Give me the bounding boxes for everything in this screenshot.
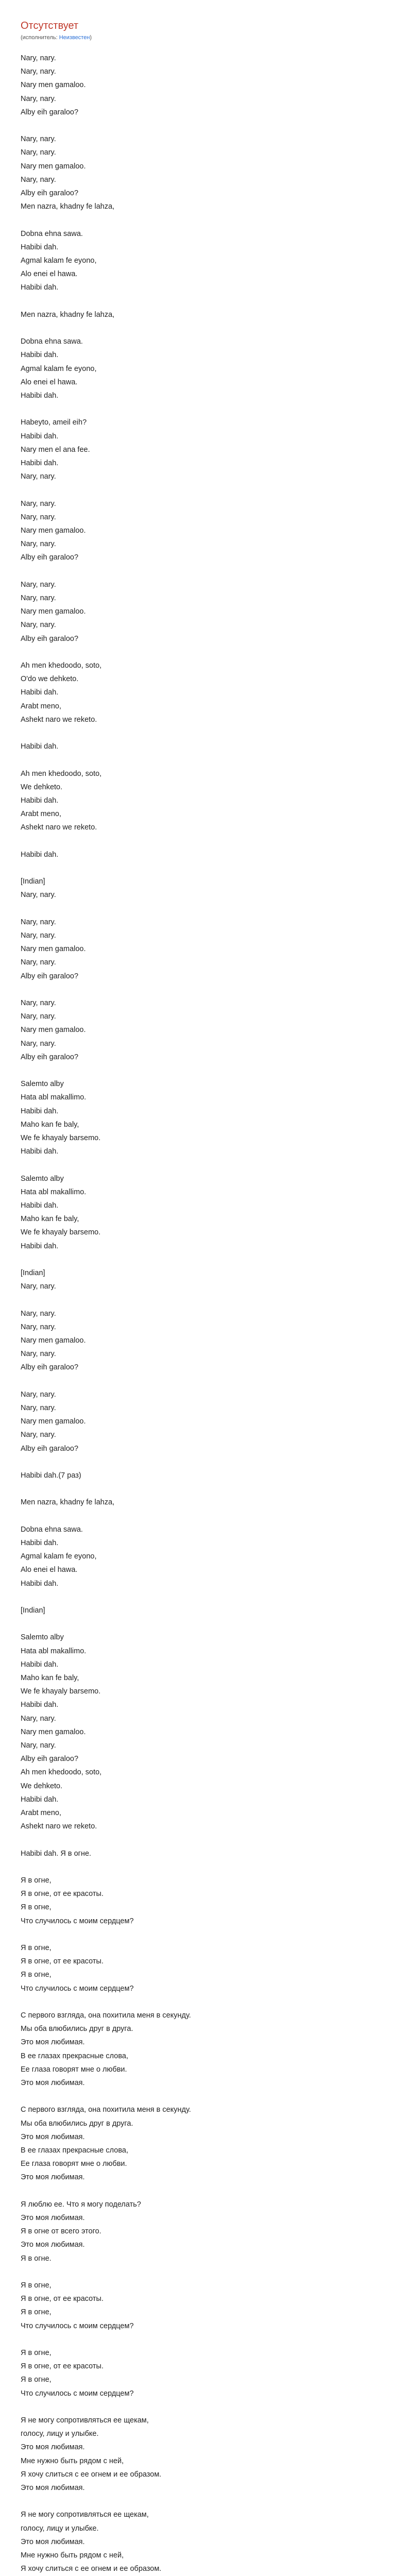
lyric-line: Alby eih garaloo? — [21, 972, 79, 980]
lyric-stanza — [21, 875, 330, 902]
lyric-line: Я хочу слиться с ее огнем и ее образом. — [21, 2470, 162, 2479]
lyric-line: Dobna ehna sawa. — [21, 1525, 83, 1534]
lyric-stanza — [21, 1496, 330, 1509]
lyric-line: O'do we dehketo. — [21, 675, 79, 684]
lyric-line: Habibi dah. Я в огне. — [21, 1849, 92, 1858]
lyric-line: We dehketo. — [21, 1782, 63, 1790]
lyric-line: Я в огне, — [21, 2281, 52, 2290]
lyric-stanza — [21, 2103, 330, 2184]
lyric-line: Nary, nary. — [21, 1012, 56, 1021]
lyric-stanza — [21, 1941, 330, 1995]
lyric-line: Nary men el ana fee. — [21, 445, 90, 454]
lyric-line: Alby eih garaloo? — [21, 108, 79, 116]
lyric-line: Это моя любимая. — [21, 2443, 85, 2452]
lyric-stanza — [21, 2414, 330, 2495]
lyric-line: Nary, nary. — [21, 1309, 56, 1318]
lyric-stanza — [21, 996, 330, 1064]
lyric-line: Alby eih garaloo? — [21, 1363, 79, 1372]
lyric-stanza — [21, 848, 330, 861]
lyric-line: Salemto alby — [21, 1080, 64, 1089]
lyric-line: голосу, лицу и улыбке. — [21, 2430, 99, 2438]
lyric-line: Nary men gamaloo. — [21, 162, 86, 171]
lyric-line: Nary, nary. — [21, 1390, 56, 1399]
lyric-line: Habibi dah. — [21, 351, 59, 360]
lyric-stanza — [21, 308, 330, 321]
lyric-line: We fe khayaly barsemo. — [21, 1134, 101, 1143]
lyric-stanza — [21, 1874, 330, 1928]
lyric-line: Я в огне, от ее красоты. — [21, 1957, 104, 1966]
lyric-stanza — [21, 2198, 330, 2265]
lyric-line: Agmal kalam fe eyono, — [21, 364, 97, 373]
lyric-line: Я в огне, — [21, 1903, 52, 1912]
lyric-stanza — [21, 335, 330, 402]
lyric-line: Nary men gamaloo. — [21, 527, 86, 535]
lyric-line: Alby eih garaloo? — [21, 1053, 79, 1061]
lyric-stanza — [21, 916, 330, 983]
lyric-line: Я в огне, — [21, 2376, 52, 2384]
lyric-line: Nary, nary. — [21, 175, 56, 184]
lyric-stanza — [21, 578, 330, 646]
lyrics-body — [21, 52, 330, 2576]
lyric-line: Alo enei el hawa. — [21, 1566, 78, 1574]
lyric-line: Что случилось с моим сердцем? — [21, 2389, 134, 2398]
lyric-line: Nary, nary. — [21, 148, 56, 157]
lyric-line: Nary, nary. — [21, 54, 56, 62]
lyric-line: Arabt meno, — [21, 702, 61, 710]
lyric-line: С первого взгляда, она похитила меня в секунду. — [21, 2106, 191, 2114]
lyric-stanza — [21, 767, 330, 835]
lyric-line: Я в огне, от ее красоты. — [21, 2295, 104, 2303]
lyric-line: Я в огне, — [21, 2349, 52, 2358]
lyric-line: Nary, nary. — [21, 1282, 56, 1291]
lyric-line: Nary, nary. — [21, 594, 56, 603]
lyric-stanza — [21, 1388, 330, 1455]
lyric-stanza — [21, 2346, 330, 2400]
lyric-line: Nary, nary. — [21, 67, 56, 76]
lyric-line: Nary, nary. — [21, 499, 56, 508]
lyric-stanza — [21, 1307, 330, 1375]
lyric-line: Nary, nary. — [21, 540, 56, 549]
lyric-line: [Indian] — [21, 1269, 45, 1278]
lyric-line: Dobna ehna sawa. — [21, 229, 83, 238]
lyric-line: Это моя любимая. — [21, 2038, 85, 2047]
lyric-line: Agmal kalam fe eyono, — [21, 1552, 97, 1561]
lyric-line: В ее глазах прекрасные слова, — [21, 2146, 128, 2155]
lyric-line: Я в огне, от ее красоты. — [21, 1890, 104, 1899]
lyric-line: Я в огне, — [21, 1876, 52, 1885]
lyric-stanza — [21, 740, 330, 753]
lyric-stanza — [21, 1077, 330, 1158]
artist-link[interactable]: Неизвестен — [59, 35, 90, 41]
lyric-line: Arabt meno, — [21, 810, 61, 819]
lyric-line: Nary, nary. — [21, 513, 56, 521]
lyric-stanza — [21, 52, 330, 119]
lyric-stanza — [21, 659, 330, 726]
lyric-line: Nary, nary. — [21, 1714, 56, 1723]
lyric-line: We fe khayaly barsemo. — [21, 1687, 101, 1696]
lyric-line: Ashekt naro we reketo. — [21, 1822, 97, 1831]
lyric-line: Alby eih garaloo? — [21, 634, 79, 643]
lyric-line: Это моя любимая. — [21, 2484, 85, 2493]
artist-line — [21, 34, 92, 41]
lyric-line: Ah men khedoodo, soto, — [21, 1768, 102, 1777]
lyric-line: Nary, nary. — [21, 891, 56, 900]
lyric-line: Hata abl makallimo. — [21, 1188, 87, 1196]
lyric-line: We dehketo. — [21, 783, 63, 791]
lyric-line: Habibi dah. — [21, 1701, 59, 1709]
lyric-line: Ее глаза говорят мне о любви. — [21, 2160, 127, 2168]
lyric-line: Я в огне, — [21, 1944, 52, 1953]
lyric-stanza — [21, 1847, 330, 1860]
lyric-line: Nary men gamaloo. — [21, 81, 86, 90]
lyric-line: Nary men gamaloo. — [21, 1417, 86, 1426]
lyric-line: Habibi dah. — [21, 1107, 59, 1115]
lyric-line: Men nazra, khadny fe lahza, — [21, 310, 115, 319]
lyric-stanza — [21, 2009, 330, 2090]
lyric-line: Salemto alby — [21, 1174, 64, 1183]
lyric-line: Hata abl makallimo. — [21, 1647, 87, 1655]
lyric-line: [Indian] — [21, 877, 45, 886]
lyric-line: Nary, nary. — [21, 94, 56, 103]
lyric-line: Men nazra, khadny fe lahza, — [21, 202, 115, 211]
lyric-line: Nary men gamaloo. — [21, 607, 86, 616]
lyric-line: голосу, лицу и улыбке. — [21, 2524, 99, 2533]
lyric-line: Nary, nary. — [21, 472, 56, 481]
lyric-line: Maho kan fe baly, — [21, 1215, 79, 1224]
lyric-stanza — [21, 227, 330, 295]
lyric-line: Habibi dah. — [21, 1539, 59, 1547]
lyric-line: Agmal kalam fe eyono, — [21, 257, 97, 265]
lyric-line: Nary men gamaloo. — [21, 945, 86, 954]
lyric-line: Alby eih garaloo? — [21, 189, 79, 198]
lyric-stanza — [21, 1469, 330, 1482]
lyric-line: Я в огне, от ее красоты. — [21, 2362, 104, 2371]
lyric-line: Что случилось с моим сердцем? — [21, 2321, 134, 2330]
lyric-line: Habibi dah. — [21, 1147, 59, 1156]
lyric-line: Habibi dah. — [21, 283, 59, 292]
lyric-line: Мы оба влюбились друг в друга. — [21, 2025, 133, 2033]
lyric-line: Ah men khedoodo, soto, — [21, 769, 102, 778]
lyric-line: Habibi dah. — [21, 243, 59, 251]
lyric-stanza — [21, 1266, 330, 1293]
lyric-line: С первого взгляда, она похитила меня в секунду. — [21, 2011, 191, 2020]
lyric-stanza — [21, 132, 330, 213]
lyric-line: Nary men gamaloo. — [21, 1727, 86, 1736]
lyric-line: Habibi dah. — [21, 1242, 59, 1250]
lyric-line: Alo enei el hawa. — [21, 270, 78, 279]
lyric-stanza — [21, 416, 330, 483]
artist-suffix: ) — [90, 35, 92, 41]
lyric-line: Nary, nary. — [21, 1741, 56, 1750]
lyric-line: Habibi dah. — [21, 459, 59, 468]
lyric-line: Nary, nary. — [21, 580, 56, 589]
lyric-line: Ashekt naro we reketo. — [21, 823, 97, 832]
lyric-line: Habibi dah. — [21, 688, 59, 697]
lyric-line: Alo enei el hawa. — [21, 378, 78, 386]
lyric-line: Habibi dah. — [21, 392, 59, 400]
lyric-line: [Indian] — [21, 1606, 45, 1615]
lyric-line: Nary, nary. — [21, 1323, 56, 1331]
lyric-line: Это моя любимая. — [21, 2214, 85, 2223]
lyric-line: Habeyto, ameil eih? — [21, 418, 87, 427]
lyric-line: Nary, nary. — [21, 621, 56, 630]
lyric-line: Я не могу сопротивляться ее щекам, — [21, 2511, 149, 2519]
lyric-line: Я в огне от всего этого. — [21, 2227, 101, 2236]
lyric-line: Habibi dah. — [21, 1660, 59, 1669]
lyric-line: Habibi dah. — [21, 1795, 59, 1804]
lyric-line: Ее глаза говорят мне о любви. — [21, 2065, 127, 2074]
lyric-stanza — [21, 1604, 330, 1617]
lyric-line: Nary, nary. — [21, 135, 56, 144]
lyric-stanza — [21, 2508, 330, 2576]
lyric-line: Maho kan fe baly, — [21, 1674, 79, 1682]
lyric-line: Alby eih garaloo? — [21, 1755, 79, 1764]
lyric-line: We fe khayaly barsemo. — [21, 1228, 101, 1237]
lyric-line: Nary, nary. — [21, 999, 56, 1007]
lyric-line: Что случилось с моим сердцем? — [21, 1984, 134, 1993]
lyric-line: Habibi dah. — [21, 1579, 59, 1588]
lyric-line: Я хочу слиться с ее огнем и ее образом. — [21, 2565, 162, 2573]
artist-prefix: (исполнитель: — [21, 35, 59, 41]
lyric-line: Salemto alby — [21, 1633, 64, 1642]
lyric-line: Nary men gamaloo. — [21, 1336, 86, 1345]
lyric-line: Nary, nary. — [21, 931, 56, 940]
lyric-stanza — [21, 2279, 330, 2333]
lyric-line: Мне нужно быть рядом с ней, — [21, 2456, 124, 2465]
lyric-line: Habibi dah. — [21, 432, 59, 440]
lyric-line: Nary, nary. — [21, 1431, 56, 1439]
lyric-line: Habibi dah. — [21, 796, 59, 805]
lyric-line: Nary, nary. — [21, 1039, 56, 1048]
lyric-line: Мы оба влюбились друг в друга. — [21, 2119, 133, 2128]
lyric-line: Nary, nary. — [21, 918, 56, 926]
lyric-line: Habibi dah. — [21, 742, 59, 751]
lyric-line: Ah men khedoodo, soto, — [21, 662, 102, 670]
lyric-line: Я не могу сопротивляться ее щекам, — [21, 2416, 149, 2425]
lyric-line: Maho kan fe baly, — [21, 1120, 79, 1129]
lyric-line: Nary, nary. — [21, 1350, 56, 1359]
song-header — [21, 20, 92, 41]
lyric-line: Это моя любимая. — [21, 2173, 85, 2182]
lyric-line: Это моя любимая. — [21, 2079, 85, 2088]
lyric-line: Nary, nary. — [21, 958, 56, 967]
lyric-line: В ее глазах прекрасные слова, — [21, 2052, 128, 2060]
lyric-line: Я люблю ее. Что я могу поделать? — [21, 2200, 141, 2209]
lyric-line: Habibi dah. — [21, 850, 59, 859]
song-title: Отсутствует — [21, 20, 79, 31]
lyric-line: Alby eih garaloo? — [21, 1444, 79, 1453]
lyric-line: Nary, nary. — [21, 1404, 56, 1413]
lyric-line: Я в огне. — [21, 2254, 52, 2263]
lyric-line: Ashekt naro we reketo. — [21, 715, 97, 724]
lyric-line: Men nazra, khadny fe lahza, — [21, 1498, 115, 1507]
lyric-line: Dobna ehna sawa. — [21, 337, 83, 346]
lyric-line: Это моя любимая. — [21, 2132, 85, 2141]
lyric-stanza — [21, 1631, 330, 1833]
lyric-line: Я в огне, — [21, 1971, 52, 1979]
lyric-line: Что случилось с моим сердцем? — [21, 1917, 134, 1925]
lyric-line: Мне нужно быть рядом с ней, — [21, 2551, 124, 2560]
lyric-line: Это моя любимая. — [21, 2537, 85, 2546]
lyric-stanza — [21, 1523, 330, 1590]
lyric-line: Nary men gamaloo. — [21, 1026, 86, 1035]
lyric-line: Я в огне, — [21, 2308, 52, 2317]
lyric-stanza — [21, 497, 330, 565]
lyric-line: Habibi dah. — [21, 1201, 59, 1210]
lyric-line: Habibi dah.(7 раз) — [21, 1471, 81, 1480]
lyric-line: Arabt meno, — [21, 1809, 61, 1818]
lyric-line: Alby eih garaloo? — [21, 553, 79, 562]
lyric-stanza — [21, 1172, 330, 1253]
lyric-line: Это моя любимая. — [21, 2241, 85, 2249]
lyric-line: Hata abl makallimo. — [21, 1093, 87, 1102]
